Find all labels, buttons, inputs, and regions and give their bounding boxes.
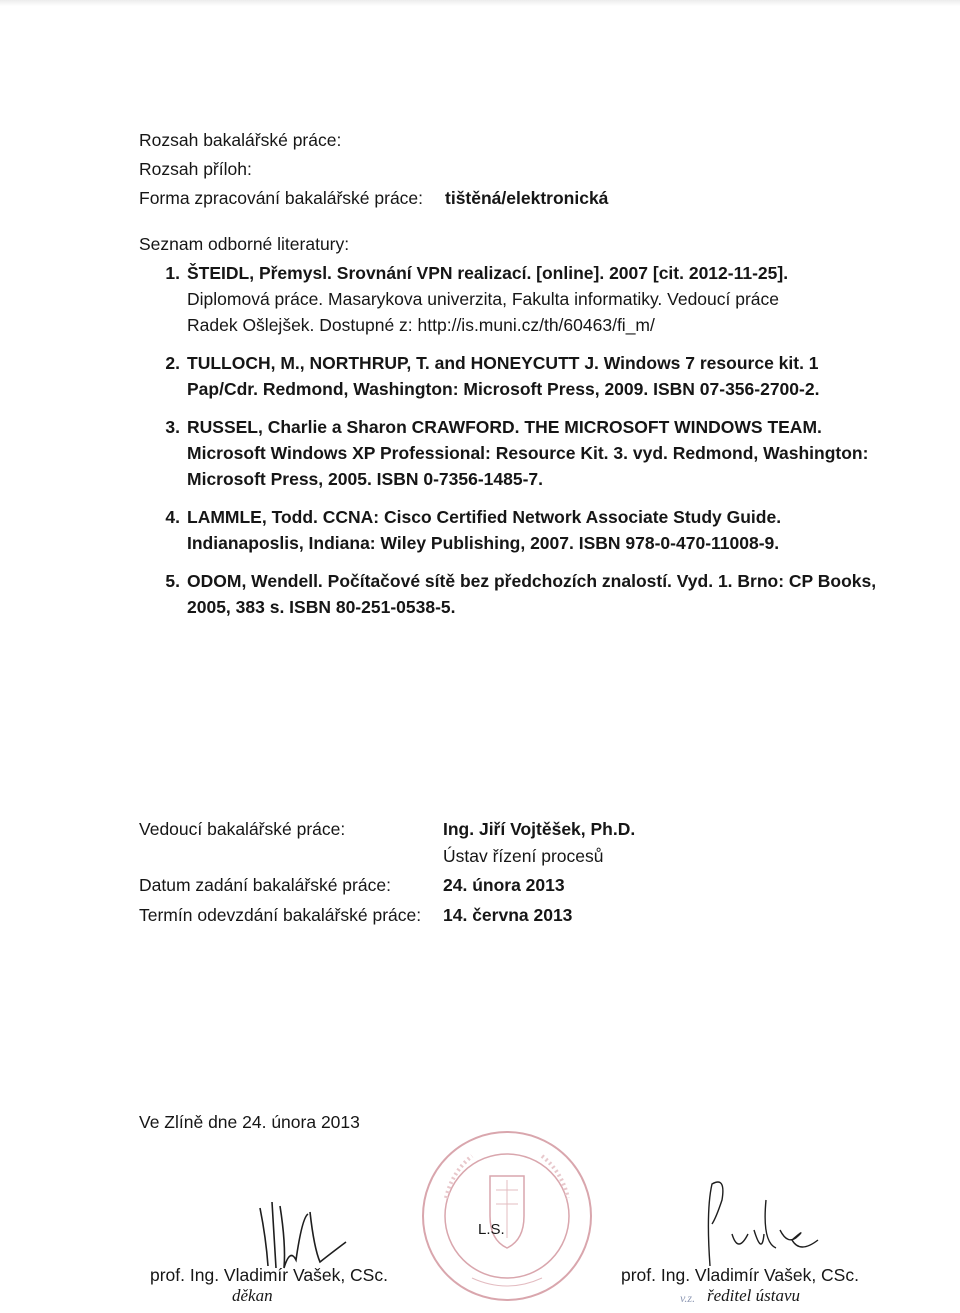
vedouci-dept: Ústav řízení procesů xyxy=(443,846,604,866)
reference-line: 2005, 383 s. ISBN 80-251-0538-5. xyxy=(187,597,456,617)
reference-line: LAMMLE, Todd. CCNA: Cisco Certified Network Associate Study Guide. xyxy=(187,507,782,527)
reference-number: 4. xyxy=(165,507,180,527)
reference-number: 2. xyxy=(165,353,180,373)
vedouci-name: Ing. Jiří Vojtěšek, Ph.D. xyxy=(443,819,636,839)
director-signature xyxy=(692,1170,822,1270)
reference-number: 1. xyxy=(165,263,180,283)
dean-signature xyxy=(250,1188,360,1273)
rozsah-prace-label: Rozsah bakalářské práce: xyxy=(139,130,342,150)
rozsah-priloh-label: Rozsah příloh: xyxy=(139,159,252,179)
left-role: děkan xyxy=(232,1286,273,1305)
forma-label: Forma zpracování bakalářské práce: xyxy=(139,188,424,208)
reference-line: Radek Ošlejšek. Dostupné z: http://is.muni.cz/th/60463/fi_m/ xyxy=(187,315,655,335)
right-signatory: prof. Ing. Vladimír Vašek, CSc. xyxy=(621,1265,859,1285)
scan-edge xyxy=(0,0,960,6)
reference-line: ŠTEIDL, Přemysl. Srovnání VPN realizací. [online]. 2007 [cit. 2012-11-25]. xyxy=(187,263,789,283)
forma-value: tištěná/elektronická xyxy=(445,188,609,208)
left-signatory: prof. Ing. Vladimír Vašek, CSc. xyxy=(150,1265,388,1285)
reference-line: Microsoft Windows XP Professional: Resource Kit. 3. vyd. Redmond, Washington: xyxy=(187,443,869,463)
datum-value: 24. února 2013 xyxy=(443,875,565,895)
reference-line: TULLOCH, M., NORTHRUP, T. and HONEYCUTT J. Windows 7 resource kit. 1 xyxy=(187,353,819,373)
seal-ls: L.S. xyxy=(478,1221,505,1238)
reference-number: 5. xyxy=(165,571,180,591)
reference-line: Microsoft Press, 2005. ISBN 0-7356-1485-7. xyxy=(187,469,544,489)
datum-label: Datum zadání bakalářské práce: xyxy=(139,875,391,895)
termin-label: Termín odevzdání bakalářské práce: xyxy=(139,905,422,925)
right-role: ředitel ústavu xyxy=(707,1286,801,1305)
reference-line: RUSSEL, Charlie a Sharon CRAWFORD. THE MICROSOFT WINDOWS TEAM. xyxy=(187,417,822,437)
reference-line: ODOM, Wendell. Počítačové sítě bez předchozích znalostí. Vyd. 1. Brno: CP Books, xyxy=(187,571,877,591)
official-seal xyxy=(412,1128,602,1310)
termin-value: 14. června 2013 xyxy=(443,905,573,925)
vedouci-label: Vedoucí bakalářské práce: xyxy=(139,819,346,839)
reference-line: Indianaposlis, Indiana: Wiley Publishing, 2007. ISBN 978-0-470-11008-9. xyxy=(187,533,780,553)
seznam-label: Seznam odborné literatury: xyxy=(139,234,350,254)
place-date: Ve Zlíně dne 24. února 2013 xyxy=(139,1112,360,1132)
reference-line: Pap/Cdr. Redmond, Washington: Microsoft Press, 2009. ISBN 07-356-2700-2. xyxy=(187,379,820,399)
reference-line: Diplomová práce. Masarykova univerzita, Fakulta informatiky. Vedoucí práce xyxy=(187,289,780,309)
right-role-prefix: v.z. xyxy=(680,1291,696,1305)
reference-number: 3. xyxy=(165,417,180,437)
